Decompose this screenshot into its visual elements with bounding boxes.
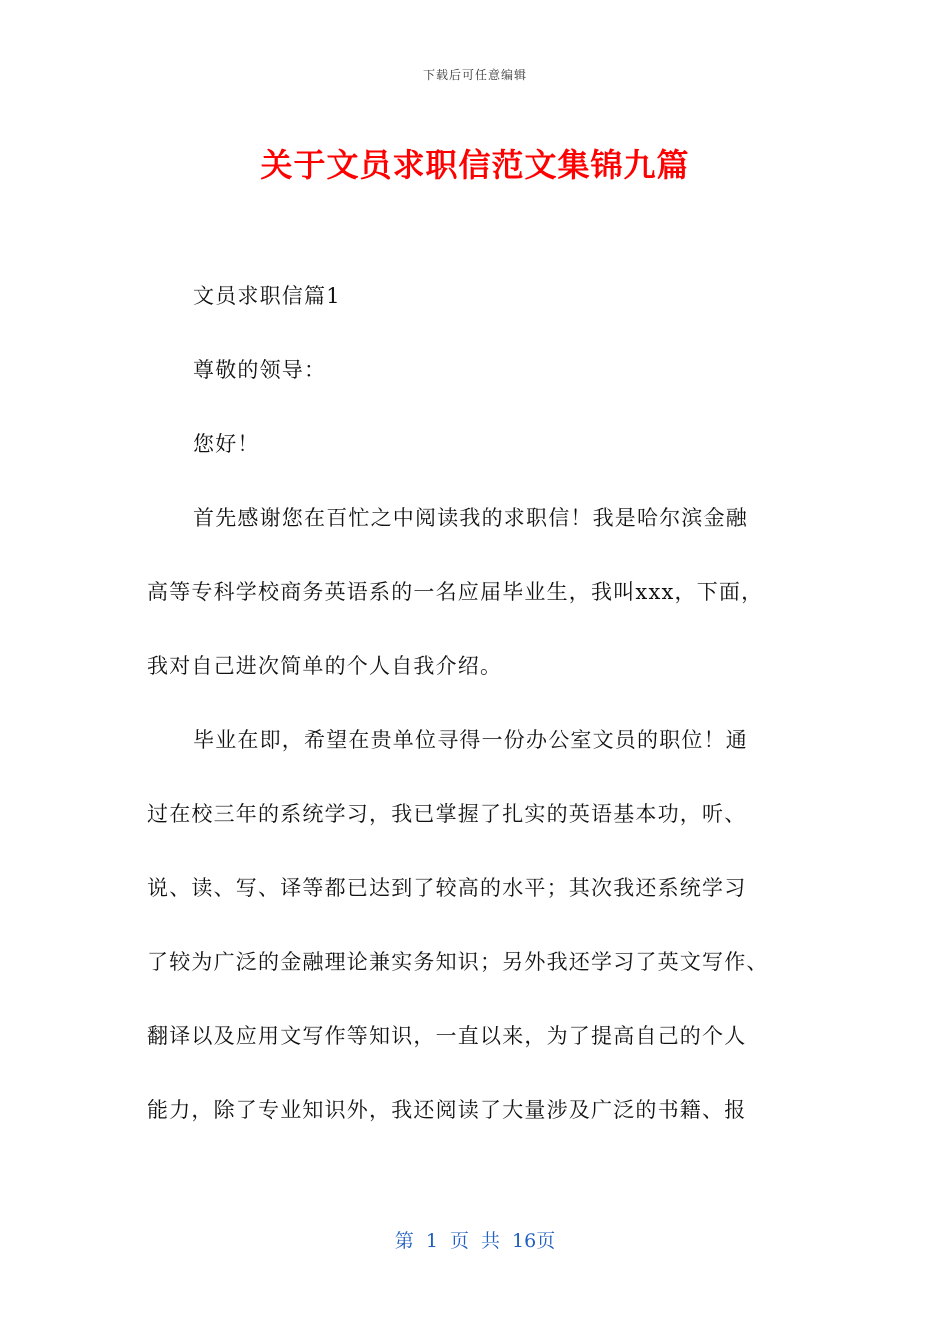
salutation: 尊敬的领导： — [193, 358, 327, 382]
header-note: 下载后可任意编辑 — [422, 68, 527, 82]
paragraph-line: 毕业在即，希望在贵单位寻得一份办公室文员的职位！通 — [193, 728, 748, 752]
paragraph-line: 说、读、写、译等都已达到了较高的水平；其次我还系统学习 — [147, 876, 747, 900]
document-title: 关于文员求职信范文集锦九篇 — [260, 146, 690, 184]
paragraph-line: 了较为广泛的金融理论兼实务知识；另外我还学习了英文写作、 — [147, 950, 769, 974]
paragraph-line: 首先感谢您在百忙之中阅读我的求职信！我是哈尔滨金融 — [193, 506, 748, 530]
paragraph-line: 能力，除了专业知识外，我还阅读了大量涉及广泛的书籍、报 — [147, 1098, 747, 1122]
document-body — [147, 278, 807, 1166]
section-heading: 文员求职信篇1 — [193, 284, 341, 308]
paragraph-line: 过在校三年的系统学习，我已掌握了扎实的英语基本功，听、 — [147, 802, 747, 826]
greeting: 您好！ — [193, 432, 260, 456]
paragraph-line: 我对自己进次简单的个人自我介绍。 — [147, 654, 503, 678]
page-number-footer: 第 1 页 共 16页 — [394, 1230, 556, 1252]
paragraph-line: 高等专科学校商务英语系的一名应届毕业生，我叫xxx，下面， — [147, 580, 764, 604]
paragraph-line: 翻译以及应用文写作等知识，一直以来，为了提高自己的个人 — [147, 1024, 747, 1048]
